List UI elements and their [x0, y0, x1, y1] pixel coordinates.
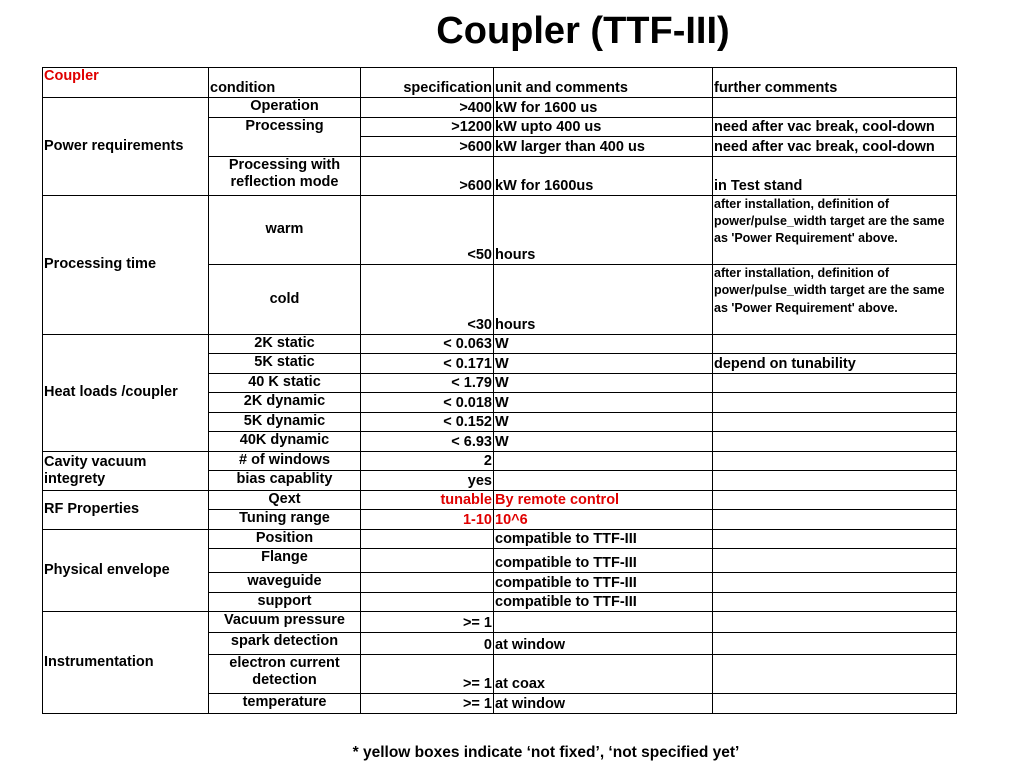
- spec-cell: >= 1: [361, 612, 494, 633]
- further-cell: [713, 451, 957, 471]
- condition-cell: Position: [209, 529, 361, 549]
- further-cell: [713, 612, 957, 633]
- coupler-spec-table: [42, 67, 957, 714]
- group-label-power: Power requirements: [43, 98, 209, 196]
- condition-cell: Vacuum pressure: [209, 612, 361, 633]
- further-cell: [713, 334, 957, 354]
- condition-header: condition: [209, 68, 361, 98]
- further-cell: [713, 490, 957, 510]
- unit-cell: kW for 1600 us: [494, 98, 713, 118]
- spec-cell: [361, 573, 494, 593]
- table-row: [43, 451, 957, 471]
- unit-cell: hours: [494, 195, 713, 265]
- condition-cell: Processing: [209, 117, 361, 156]
- further-cell: [713, 592, 957, 612]
- unit-cell: at window: [494, 694, 713, 714]
- group-label-cavity-vacuum: Cavity vacuum integrety: [43, 451, 209, 490]
- table-header-row: [43, 68, 957, 98]
- further-cell: [713, 510, 957, 530]
- further-cell: need after vac break, cool-down: [713, 137, 957, 157]
- further-cell: [713, 549, 957, 573]
- table-row: [43, 334, 957, 354]
- further-cell: depend on tunability: [713, 354, 957, 374]
- further-cell: [713, 393, 957, 413]
- spec-cell: >600: [361, 137, 494, 157]
- further-header: further comments: [713, 68, 957, 98]
- further-cell: [713, 373, 957, 393]
- condition-cell: Processing with reflection mode: [209, 156, 361, 195]
- table-row: [43, 612, 957, 633]
- spec-cell: >1200: [361, 117, 494, 137]
- spec-cell: [361, 592, 494, 612]
- spec-cell: <30: [361, 265, 494, 335]
- group-label-physical-envelope: Physical envelope: [43, 529, 209, 612]
- unit-cell: compatible to TTF-III: [494, 573, 713, 593]
- unit-header: unit and comments: [494, 68, 713, 98]
- unit-cell: at window: [494, 633, 713, 655]
- further-cell: [713, 471, 957, 491]
- spec-cell: 0: [361, 633, 494, 655]
- spec-cell: 2: [361, 451, 494, 471]
- spec-cell: < 0.063: [361, 334, 494, 354]
- condition-cell: Operation: [209, 98, 361, 118]
- table-row: [43, 98, 957, 118]
- condition-cell: 40K dynamic: [209, 432, 361, 452]
- unit-cell: W: [494, 412, 713, 432]
- group-label-processing-time: Processing time: [43, 195, 209, 334]
- unit-cell: hours: [494, 265, 713, 335]
- unit-cell: kW larger than 400 us: [494, 137, 713, 157]
- condition-cell: bias capablity: [209, 471, 361, 491]
- further-cell: [713, 655, 957, 694]
- further-cell: [713, 98, 957, 118]
- condition-cell: 5K static: [209, 354, 361, 374]
- spec-cell: < 6.93: [361, 432, 494, 452]
- condition-cell: electron current detection: [209, 655, 361, 694]
- unit-cell: compatible to TTF-III: [494, 592, 713, 612]
- spec-cell: >= 1: [361, 694, 494, 714]
- further-cell: [713, 694, 957, 714]
- further-cell: in Test stand: [713, 156, 957, 195]
- table-row: [43, 490, 957, 510]
- spec-cell: < 0.152: [361, 412, 494, 432]
- specification-header: specification: [361, 68, 494, 98]
- spec-cell: < 0.171: [361, 354, 494, 374]
- further-cell: [713, 432, 957, 452]
- spec-cell: >400: [361, 98, 494, 118]
- condition-cell: 5K dynamic: [209, 412, 361, 432]
- unit-cell: kW for 1600us: [494, 156, 713, 195]
- condition-cell: spark detection: [209, 633, 361, 655]
- further-cell: need after vac break, cool-down: [713, 117, 957, 137]
- page-title: Coupler (TTF-III): [436, 10, 730, 52]
- condition-cell: warm: [209, 195, 361, 265]
- unit-cell: By remote control: [494, 490, 713, 510]
- condition-cell: 40 K static: [209, 373, 361, 393]
- condition-cell: temperature: [209, 694, 361, 714]
- unit-cell: W: [494, 334, 713, 354]
- table-row: [43, 529, 957, 549]
- footnote: * yellow boxes indicate ‘not fixed’, ‘not specified yet’: [352, 744, 740, 761]
- unit-cell: W: [494, 393, 713, 413]
- condition-cell: Flange: [209, 549, 361, 573]
- spec-cell: <50: [361, 195, 494, 265]
- unit-cell: W: [494, 354, 713, 374]
- spec-cell: < 0.018: [361, 393, 494, 413]
- unit-cell: [494, 612, 713, 633]
- table-row: [43, 195, 957, 265]
- unit-cell: at coax: [494, 655, 713, 694]
- spec-cell: tunable: [361, 490, 494, 510]
- further-cell: [713, 412, 957, 432]
- condition-cell: 2K static: [209, 334, 361, 354]
- condition-cell: support: [209, 592, 361, 612]
- unit-cell: [494, 471, 713, 491]
- group-label-instrumentation: Instrumentation: [43, 612, 209, 714]
- spec-cell: yes: [361, 471, 494, 491]
- section-header: Coupler: [43, 68, 209, 98]
- further-cell: [713, 529, 957, 549]
- condition-cell: waveguide: [209, 573, 361, 593]
- condition-cell: Tuning range: [209, 510, 361, 530]
- spec-cell: >600: [361, 156, 494, 195]
- spec-cell: 1-10: [361, 510, 494, 530]
- spec-cell: < 1.79: [361, 373, 494, 393]
- condition-cell: # of windows: [209, 451, 361, 471]
- unit-cell: compatible to TTF-III: [494, 529, 713, 549]
- condition-cell: cold: [209, 265, 361, 335]
- spec-cell: >= 1: [361, 655, 494, 694]
- unit-cell: kW upto 400 us: [494, 117, 713, 137]
- further-cell: [713, 573, 957, 593]
- unit-cell: W: [494, 373, 713, 393]
- unit-cell: [494, 451, 713, 471]
- condition-cell: 2K dynamic: [209, 393, 361, 413]
- further-cell: after installation, definition of power/pulse_width target are the same as 'Power Requirement' above.: [713, 265, 957, 335]
- further-cell: [713, 633, 957, 655]
- group-label-heat-loads: Heat loads /coupler: [43, 334, 209, 451]
- unit-cell: W: [494, 432, 713, 452]
- unit-cell: compatible to TTF-III: [494, 549, 713, 573]
- condition-cell: Qext: [209, 490, 361, 510]
- spec-cell: [361, 529, 494, 549]
- spec-cell: [361, 549, 494, 573]
- unit-cell: 10^6: [494, 510, 713, 530]
- further-cell: after installation, definition of power/pulse_width target are the same as 'Power Requirement' above.: [713, 195, 957, 265]
- group-label-rf-properties: RF Properties: [43, 490, 209, 529]
